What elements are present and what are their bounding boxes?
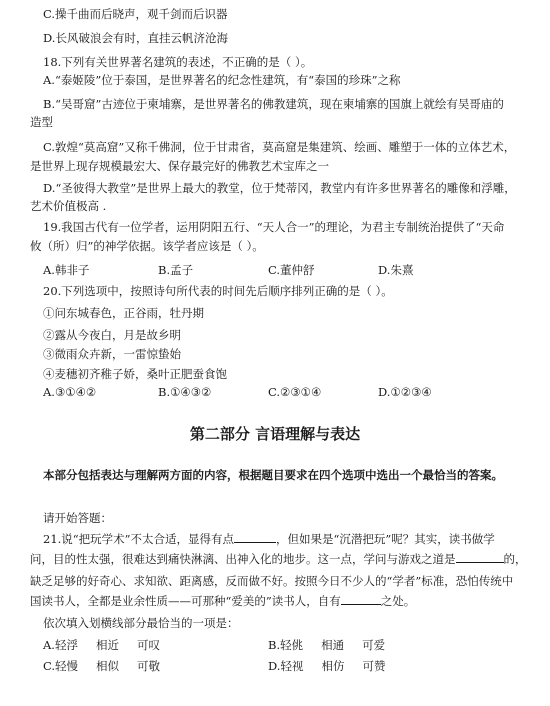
q21-option-c-word2: 相似 (96, 659, 120, 673)
q18-option-c-line2: 是世界上现存规模最宏大、保存最完好的佛教艺术宝库之一 (30, 159, 329, 173)
q21-option-a-word3: 可叹 (136, 638, 160, 652)
q20-item-2: ②露从今夜白，月是故乡明 (43, 328, 181, 342)
q19-option-b: B.孟子 (158, 263, 194, 277)
q18-stem: 18.下列有关世界著名建筑的表述，不正确的是（ ）。 (43, 55, 313, 69)
q21-option-b (268, 637, 385, 653)
q21-line4-a: 国读书人，全都是业余性质——可那种“爱美的”读书人，自有 (30, 594, 341, 608)
section-title: 第二部分 言语理解与表达 (189, 425, 361, 443)
blank-3 (341, 593, 381, 605)
section-intro: 本部分包括表达与理解两方面的内容，根据题目要求在四个选项中选出一个最恰当的答案。 (43, 468, 503, 482)
q19-stem-line1: 19.我国古代有一位学者，运用阴阳五行、“天人合一”的理论，为君主专制统治提供了“天命 (43, 220, 505, 234)
q21-line4-b: 之处。 (380, 594, 416, 608)
blank-2 (456, 551, 504, 563)
prev-option-c: C.操千曲而后晓声，观千剑而后识器 (43, 7, 228, 21)
q21-option-d-word2: 相仿 (321, 659, 345, 673)
q18-option-b-line2: 造型 (30, 115, 53, 129)
q19-option-c: C.董仲舒 (268, 263, 315, 277)
q20-option-a: A.③①④② (43, 385, 97, 399)
q21-option-d-word3: 可赞 (362, 659, 386, 673)
q21-option-c-word1: C.轻慢 (43, 659, 79, 673)
q21-option-b-word2: 相通 (321, 638, 345, 652)
q20-option-b: B.①④③② (158, 385, 212, 399)
prev-option-d: D.长风破浪会有时，直挂云帆济沧海 (43, 31, 228, 45)
q20-stem: 20.下列选项中，按照诗句所代表的时间先后顺序排列正确的是（ ）。 (43, 284, 393, 298)
q21-option-a-word1: A.轻浮 (43, 638, 78, 652)
q21-option-b-word3: 可爱 (362, 638, 386, 652)
q21-line1-a: 21.说“把玩学术”不太合适，显得有点 (43, 532, 235, 546)
q18-option-d-line2: 艺术价值极高 . (30, 199, 107, 213)
blank-1 (234, 531, 276, 543)
q20-item-3: ③微雨众卉新，一雷惊蛰始 (43, 347, 181, 361)
q20-item-4: ④麦穗初齐稚子娇，桑叶正肥蚕食饱 (43, 367, 227, 381)
q18-option-d-line1: D.“圣彼得大教堂”是世界上最大的教堂，位于梵蒂冈，教堂内有许多世界著名的雕像和浮雕， (43, 181, 516, 195)
q21-option-a (43, 637, 160, 653)
q21-option-d-word1: D.轻视 (268, 659, 304, 673)
q21-line4 (30, 593, 415, 609)
q21-line1 (43, 531, 495, 547)
q20-item-1: ①问东城春色，正谷雨，牡丹期 (43, 306, 204, 320)
q21-option-a-word2: 相近 (95, 638, 119, 652)
q19-option-d: D.朱熹 (378, 263, 414, 277)
q21-prompt: 依次填入划横线部分最恰当的一项是： (43, 616, 239, 630)
q21-line2 (30, 551, 527, 567)
q20-option-c: C.②③①④ (268, 385, 322, 399)
q21-line2-b: 的， (503, 552, 527, 566)
q19-option-a: A.韩非子 (43, 263, 90, 277)
q21-option-c-word3: 可敬 (137, 659, 161, 673)
q18-option-c-line1: C.敦煌“莫高窟”又称千佛洞，位于甘肃省，莫高窟是集建筑、绘画、雕塑于一体的立体艺术， (43, 140, 516, 154)
q21-line3: 缺乏足够的好奇心、求知欲、距离感，反而做不好。按照今日不少人的“学者”标准，恐怕传统中 (30, 574, 514, 588)
q21-option-c (43, 658, 160, 674)
q21-line2-a: 问，目的性太强，很难达到痛快淋漓、出神入化的地步。这一点，学问与游戏之道是 (30, 552, 456, 566)
q20-option-d: D.①②③④ (378, 385, 432, 399)
q18-option-b-line1: B.“吴哥窟”古迹位于柬埔寨，是世界著名的佛教建筑，现在柬埔寨的国旗上就绘有吴哥庙的 (43, 97, 504, 111)
q21-option-b-word1: B.轻佻 (268, 638, 304, 652)
q21-line1-b: ，但如果是“沉潜把玩”呢？其实，读书做学 (276, 532, 495, 546)
q18-option-a: A.“泰姬陵”位于泰国，是世界著名的纪念性建筑，有“泰国的珍珠”之称 (43, 73, 401, 87)
q19-stem-line2: 攸（所）归”的神学依据。该学者应该是（ ）。 (30, 239, 264, 253)
q21-option-d (268, 658, 385, 674)
start-prompt: 请开始答题： (43, 511, 112, 525)
